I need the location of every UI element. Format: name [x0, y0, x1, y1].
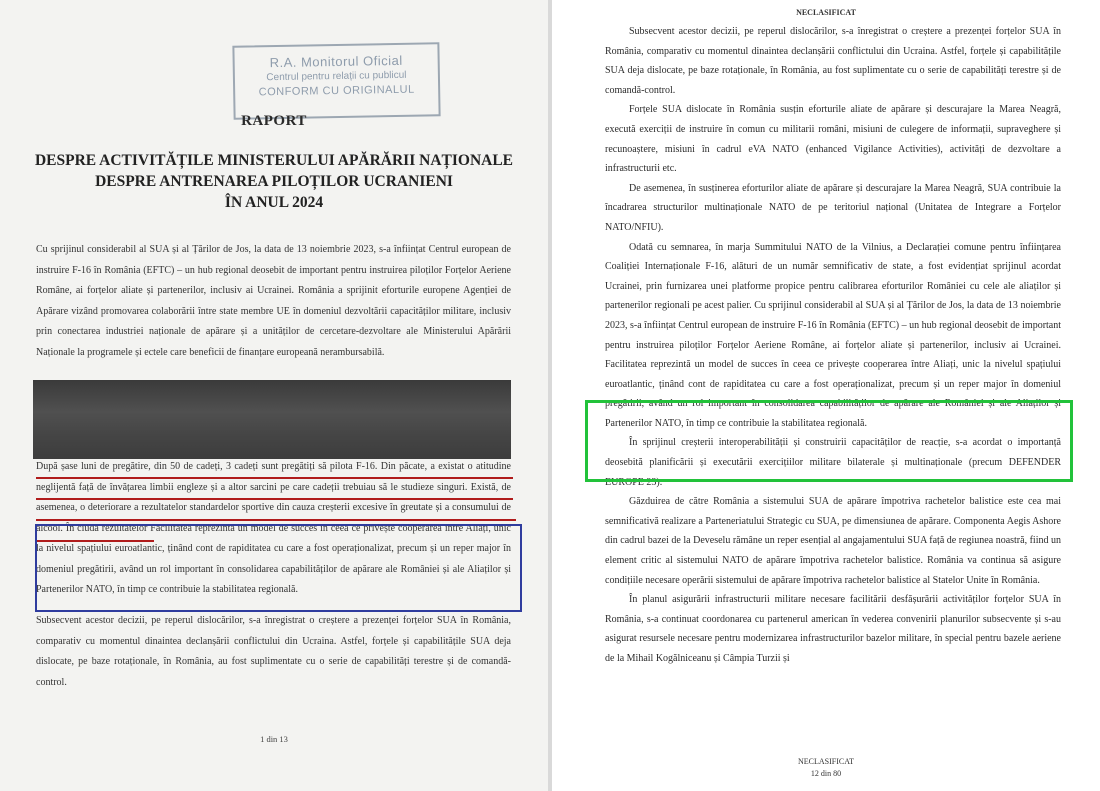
page-number: 1 din 13 — [260, 734, 288, 744]
blue-highlight-box — [35, 524, 522, 612]
red-underline — [36, 519, 516, 521]
stamp-line-1: R.A. Monitorul Oficial — [269, 52, 403, 71]
classification-footer: NECLASIFICAT — [797, 757, 854, 766]
paragraph: Găzduirea de către România a sistemului SUA de apărare împotriva rachetelor balistice este cea mai semnificativă realizare a Parteneriatului Strategic cu SUA, pe dimensiunea de apărare. Componenta Aegis Ashore din cadrul bazei de la Deveselu rămâne un reper esențial al angajamentului SUA față de regiunea noastră, fiind un element critic al sistemului NATO de apărare împotriva rachetelor balistice. România va continua să asigure condițiile necesare operării sistemului de apărare împotriva rachetelor balistice al Statelor Unite în România. — [605, 496, 1061, 586]
title-line-3: ÎN ANUL 2024 — [224, 194, 324, 211]
paragraph: Forțele SUA dislocate în România susțin eforturile aliate de apărare și descurajare la Marea Neagră, execută exerciții de instruire în comun cu militarii români, misiuni de culegere de informații, supraveghere și recunoaștere, misiuni în cadrul eVA NATO (enhanced Vigilance Activities), activități de dezvoltare a infrastructurii etc. — [605, 104, 1061, 175]
closing-paragraph — [36, 611, 511, 693]
classification-header: NECLASIFICAT — [796, 8, 856, 17]
report-title — [30, 150, 518, 213]
paragraph-text: După șase luni de pregătire, din 50 de cadeți, 3 cadeți sunt pregătiți să pilota F-16. Din păcate, a existat o atitudine neglijentă față de învățarea limbii engleze și a altor sarcini pe care cadeții trebuiau să le studieze singuri. Există, de asemenea, o deteriorare a rezultatelor standardelor sportive din cauza creșterii excesive în greutate și a consumului de alcool. În ciuda rezultatelor Facilitatea reprezintă un model de succes în ceea ce privește cooperarea între Aliați, unic la nivelul spațiului euroatlantic, ținând cont de rapiditatea cu care a fost operaționalizat, precum și un reper major în domeniul pregătirii, având un rol important în consolidarea capabilităților de apărare ale României și ale Aliaților și Partenerilor NATO, în timp ce contribuie la stabilitatea regională. — [36, 461, 511, 595]
red-underline — [36, 477, 513, 479]
right-page — [552, 0, 1100, 791]
left-page — [0, 0, 548, 791]
stamp-line-3: CONFORM CU ORIGINALUL — [258, 83, 415, 99]
title-line-1: DESPRE ACTIVITĂȚILE MINISTERULUI APĂRĂRII NAȚIONALE — [34, 152, 514, 169]
paragraph-text: Cu sprijinul considerabil al SUA și al Țărilor de Jos, la data de 13 noiembrie 2023, s-a înființat Centrul european de instruire F-16 în România (EFTC) – un hub regional deosebit de important pentru instruirea piloților Forțelor Aeriene Române, ai forțelor aliate și partenerilor, inclusiv ai Ucrainei. România a sprijinit eforturile europene Agenției de Apărare vizând promovarea colaborării între state membre UE în domeniul dezvoltării capacităților militare, inclusiv prin conectarea industriei naționale de apărare și a unităților de cercetare-dezvoltare ale Ministerului Apărării Naționale la programele și ectele care beneficii de finanțare europeană nerambursabilă. — [36, 244, 511, 358]
redacted-block — [33, 380, 511, 459]
body-text — [605, 22, 1061, 669]
title-line-2: DESPRE ANTRENAREA PILOȚILOR UCRANIENI — [95, 173, 453, 190]
document-type: RAPORT — [241, 113, 307, 129]
paragraph: În planul asigurării infrastructurii militare necesare facilitării desfășurării activităților forțelor SUA în România, s-a continuat coordonarea cu partenerul american în vederea convenirii planurilor subsecvente și s-au asigurat resursele necesare pentru modernizarea infrastructurilor bazelor militare, în special pentru bazele aeriene de la Mihail Kogălniceanu și Câmpia Turzii și — [605, 594, 1061, 664]
page-number: 12 din 80 — [810, 769, 842, 778]
red-underline — [36, 498, 513, 500]
paragraph: De asemenea, în susținerea eforturilor aliate de apărare și descurajare la Marea Neagră, SUA contribuie la încadrarea structurilor multinaționale NATO de pe teritoriul național (Unitatea de Integrare a Forțelor NATO/NFIU). — [605, 182, 1061, 233]
green-highlight-box — [585, 400, 1073, 482]
official-stamp — [232, 42, 440, 120]
paragraph: Odată cu semnarea, în marja Summitului NATO de la Vilnius, a Declarației comune pentru înființarea Coaliției Internaționale F-16, alături de un număr semnificativ de state, a fost evidențiat sprijinul acordat Ucrainei, prin furnizarea unei platforme propice pentru calibrarea eforturilor României cu cele ale aliaților și partenerilor regionali pe acest palier. Cu sprijinul considerabil al SUA și al Țărilor de Jos, la data de 13 noiembrie 2023, s-a înființat Centrul european de instruire F-16 în România (EFTC) – un hub regional deosebit de important pentru instruirea piloților Forțelor Aeriene Române, ai forțelor aliate și partenerilor, inclusiv ai Ucrainei. Facilitatea reprezintă un model de succes în ceea ce privește cooperarea între Aliați, unic la nivelul spațiului euroatlantic, ținând cont de rapiditatea cu care a fost operaționalizat, precum și un reper major în domeniul pregătirii, având un rol important în consolidarea capabilităților de apărare ale României și ale Aliaților și Partenerilor NATO, în timp ce contribuie la stabilitatea regională. — [605, 241, 1062, 429]
paragraph: Subsecvent acestor decizii, pe reperul dislocărilor, s-a înregistrat o creștere a prezenței forțelor SUA în România, comparativ cu momentul dinaintea declanșării conflictului din Ucraina. Astfel, forțele și capabilitățile SUA deja dislocate, pe baze rotaționale, în România, au fost suplimentate cu o serie de capabilități terestre și de comandă-control. — [605, 26, 1061, 96]
intro-paragraph — [36, 240, 511, 363]
stamp-line-2: Centrul pentru relații cu publicul — [266, 69, 407, 84]
paragraph-text: Subsecvent acestor decizii, pe reperul dislocărilor, s-a înregistrat o creștere a prezenței forțelor SUA în România, comparativ cu momentul dinaintea declanșării conflictului din Ucraina. Astfel, forțele și capabilitățile SUA deja dislocate, pe baze rotaționale, în România, au fost suplimentate cu o serie de capabilități terestre și de comandă-control. — [36, 615, 511, 688]
paragraph: În sprijinul creșterii interoperabilității și construirii capacităților de reacție, s-a acordat o importanță deosebită planificării și executării exercițiilor militare bilaterale și multinaționale (precum DEFENDER EUROPE 23). — [605, 437, 1061, 488]
